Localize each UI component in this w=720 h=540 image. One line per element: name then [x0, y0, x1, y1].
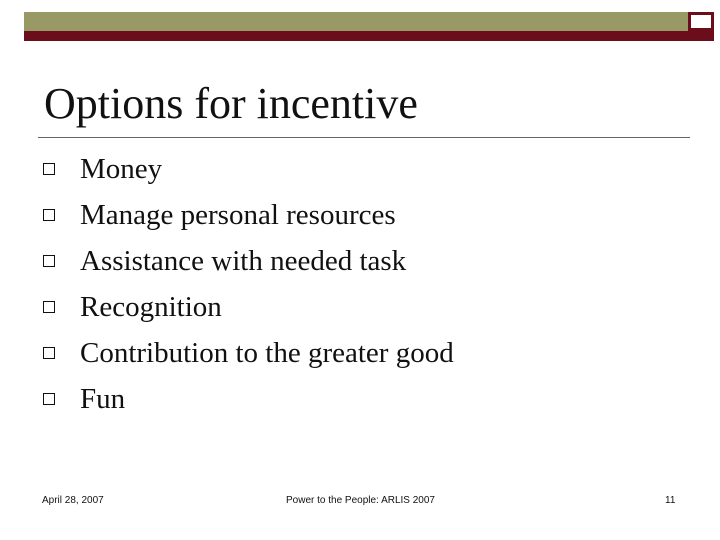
footer-date: April 28, 2007 [42, 495, 104, 506]
bullet-text: Fun [80, 382, 126, 415]
title-divider [38, 137, 690, 138]
slide-number: 11 [665, 495, 676, 506]
list-item [40, 284, 454, 330]
list-item [40, 238, 454, 284]
list-item [40, 146, 454, 192]
hollow-square-bullet-icon [43, 393, 55, 405]
bullet-text: Manage personal resources [80, 198, 396, 231]
footer-presentation-title: Power to the People: ARLIS 2007 [286, 495, 435, 506]
header-corner-square [688, 12, 714, 31]
bullet-text: Contribution to the greater good [80, 336, 454, 369]
hollow-square-bullet-icon [43, 301, 55, 313]
list-item [40, 376, 454, 422]
bullet-text: Money [80, 152, 163, 185]
hollow-square-bullet-icon [43, 163, 55, 175]
list-item [40, 192, 454, 238]
header-band-olive [24, 12, 688, 32]
bullet-text: Assistance with needed task [80, 244, 407, 277]
list-item [40, 330, 454, 376]
hollow-square-bullet-icon [43, 209, 55, 221]
hollow-square-bullet-icon [43, 347, 55, 359]
bullet-list [40, 146, 454, 422]
slide-title: Options for incentive [44, 79, 418, 128]
header-band-maroon [24, 31, 714, 41]
hollow-square-bullet-icon [43, 255, 55, 267]
bullet-text: Recognition [80, 290, 222, 323]
